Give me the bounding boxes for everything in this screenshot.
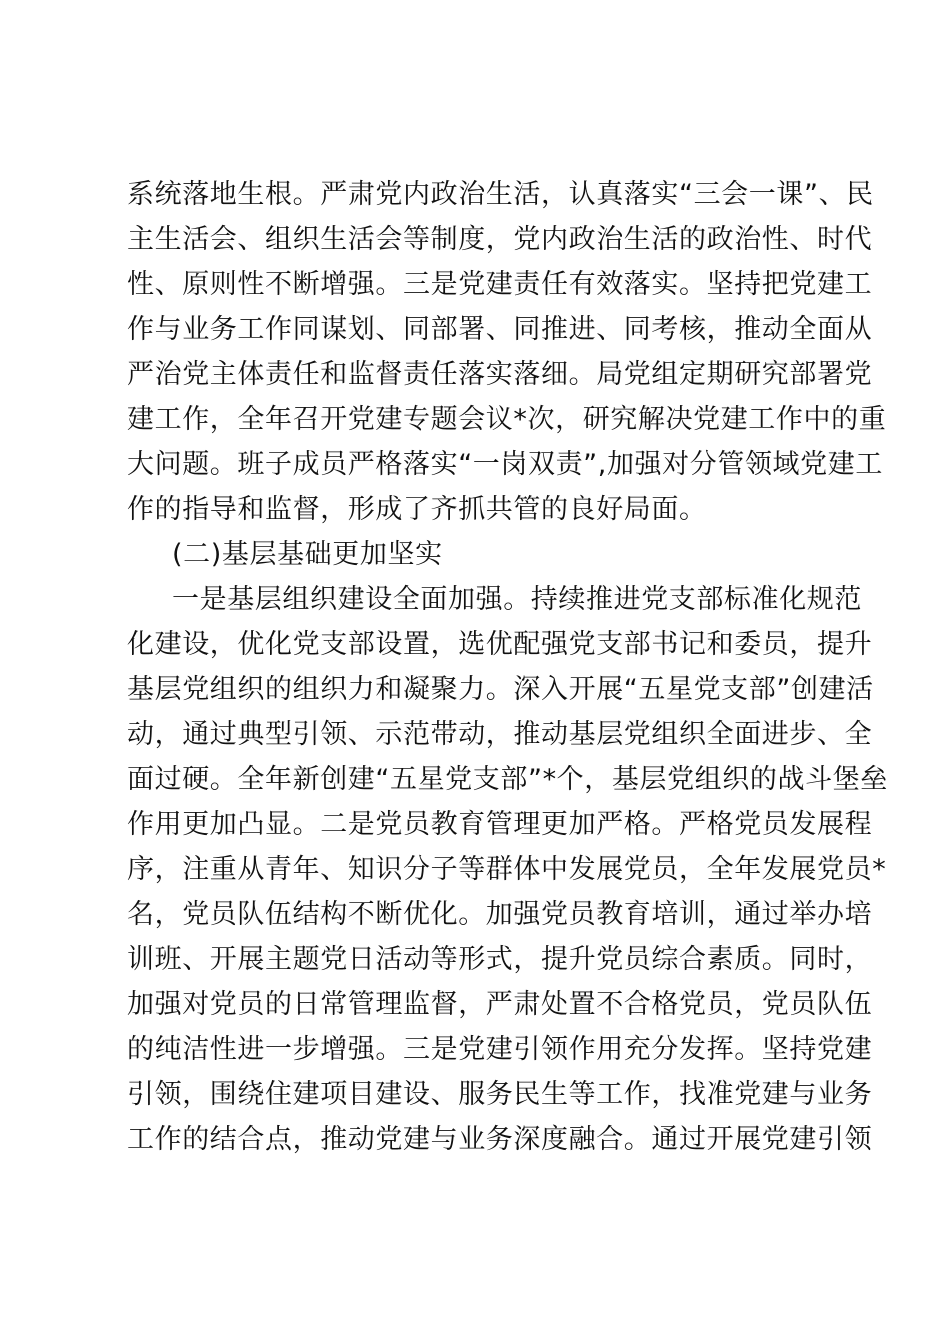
text-line-3: 性、原则性不断增强。三是党建责任有效落实。坚持把党建工: [127, 269, 873, 300]
text-line-15: 作用更加凸显。二是党员教育管理更加严格。严格党员发展程: [127, 809, 873, 840]
text-line-6: 建工作，全年召开党建专题会议*次，研究解决党建工作中的重: [127, 404, 887, 435]
text-line-14: 面过硬。全年新创建“五星党支部”*个，基层党组织的战斗堡垒: [127, 764, 888, 795]
text-line-21: 引领，围绕住建项目建设、服务民生等工作，找准党建与业务: [127, 1079, 873, 1110]
text-line-11: 化建设，优化党支部设置，选优配强党支部书记和委员，提升: [127, 629, 873, 660]
text-line-13: 动，通过典型引领、示范带动，推动基层党组织全面进步、全: [127, 719, 873, 750]
text-line-10: 一是基层组织建设全面加强。持续推进党支部标准化规范: [172, 584, 862, 615]
text-line-5: 严治党主体责任和监督责任落实落细。局党组定期研究部署党: [127, 359, 873, 390]
text-line-16: 序，注重从青年、知识分子等群体中发展党员，全年发展党员*: [127, 854, 887, 885]
text-line-7: 大问题。班子成员严格落实“一岗双责”,加强对分管领域党建工: [127, 449, 883, 480]
text-line-19: 加强对党员的日常管理监督，严肃处置不合格党员，党员队伍: [127, 989, 873, 1020]
text-line-8: 作的指导和监督，形成了齐抓共管的良好局面。: [127, 494, 707, 525]
text-line-2: 主生活会、组织生活会等制度，党内政治生活的政治性、时代: [127, 224, 873, 255]
text-line-18: 训班、开展主题党日活动等形式，提升党员综合素质。同时，: [127, 944, 873, 975]
text-line-12: 基层党组织的组织力和凝聚力。深入开展“五星党支部”创建活: [127, 674, 874, 705]
text-line-22: 工作的结合点，推动党建与业务深度融合。通过开展党建引领: [127, 1124, 873, 1155]
text-line-4: 作与业务工作同谋划、同部署、同推进、同考核，推动全面从: [127, 314, 873, 345]
text-line-1: 系统落地生根。严肃党内政治生活，认真落实“三会一课”、民: [127, 179, 874, 210]
section-heading: (二)基层基础更加坚实: [172, 539, 443, 570]
text-line-20: 的纯洁性进一步增强。三是党建引领作用充分发挥。坚持党建: [127, 1034, 873, 1065]
text-line-17: 名，党员队伍结构不断优化。加强党员教育培训，通过举办培: [127, 899, 873, 930]
